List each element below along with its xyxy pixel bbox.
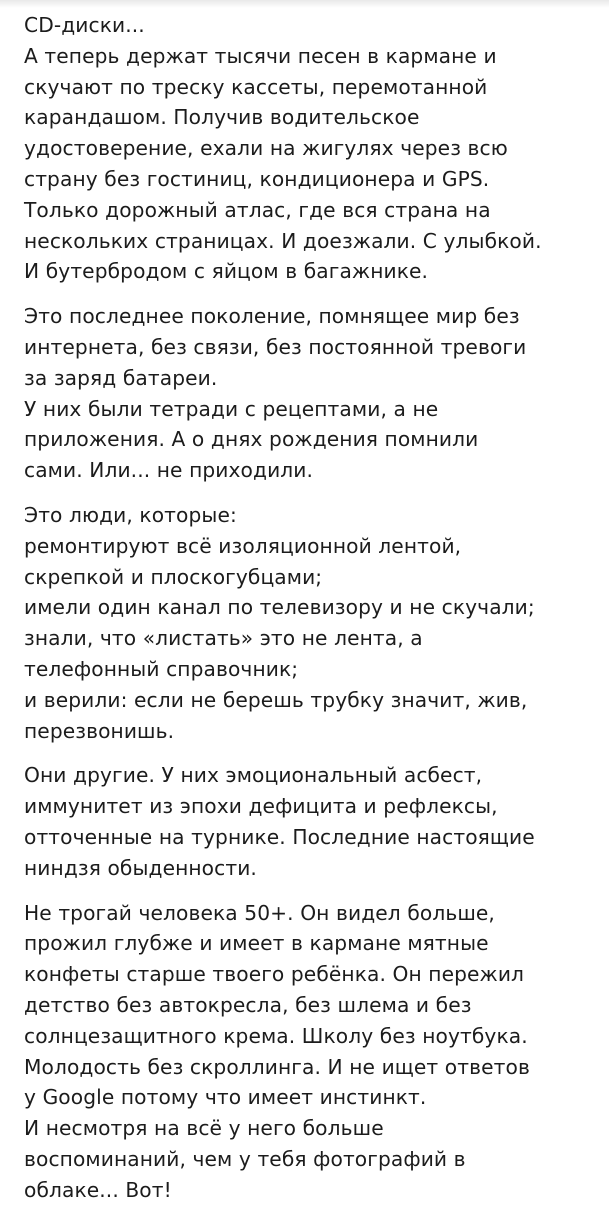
text-line: страну без гостиниц, кондиционера и GPS. [24, 166, 490, 191]
text-line: Это последнее поколение, помнящее мир без [24, 304, 520, 329]
text-line: перезвонишь. [24, 718, 175, 743]
text-line: имели один канал по телевизору и не скучали; [24, 595, 535, 620]
text-paragraph [24, 500, 606, 746]
text-line: отточенные на турнике. Последние настоящие [24, 824, 535, 849]
text-line: удостоверение, ехали на жигулях через всю [24, 136, 508, 161]
text-line: Молодость без скроллинга. И не ищет ответов [24, 1054, 530, 1079]
text-line: телефонный справочник; [24, 656, 299, 681]
text-line: А теперь держат тысячи песен в кармане и [24, 43, 497, 68]
text-line: скрепкой и плоскогубцами; [24, 564, 323, 589]
text-line: сами. Или... не приходили. [24, 458, 314, 483]
text-line: ниндзя обыденности. [24, 855, 257, 880]
text-line: солнцезащитного крема. Школу без ноутбука. [24, 1023, 528, 1048]
text-line: CD-диски... [24, 13, 145, 37]
text-line: Только дорожный атлас, где вся страна на [24, 197, 491, 222]
text-line: воспоминаний, чем у тебя фотографий в [24, 1146, 466, 1171]
text-line: прожил глубже и имеет в кармане мятные [24, 931, 489, 956]
text-line: за заряд батареи. [24, 365, 218, 390]
text-line: ремонтируют всё изоляционной лентой, [24, 533, 462, 558]
text-line: нескольких страницах. И доезжали. С улыбкой. [24, 228, 542, 253]
text-paragraph [24, 10, 606, 287]
text-line: У них были тетради с рецептами, а не [24, 396, 439, 421]
text-line: скучают по треску кассеты, перемотанной [24, 74, 488, 99]
text-line: приложения. А о днях рождения помнили [24, 427, 479, 452]
text-paragraph [24, 760, 606, 883]
top-edge-shadow [0, 0, 609, 8]
text-line: И несмотря на всё у него больше [24, 1116, 384, 1141]
text-line: детство без автокресла, без шлема и без [24, 992, 472, 1017]
text-line: Не трогай человека 50+. Он видел больше, [24, 900, 495, 925]
article-text [24, 10, 606, 1219]
text-line: интернета, без связи, без постоянной тревоги [24, 334, 527, 359]
text-paragraph [24, 898, 606, 1206]
text-line: Это люди, которые: [24, 502, 237, 527]
text-line: карандашом. Получив водительское [24, 105, 420, 130]
text-line: и верили: если не берешь трубку значит, жив, [24, 687, 528, 712]
text-paragraph [24, 301, 606, 486]
text-line: облаке... Вот! [24, 1177, 172, 1202]
text-line: у Google потому что имеет инстинкт. [24, 1085, 427, 1110]
text-line: конфеты старше твоего ребёнка. Он пережил [24, 962, 525, 987]
text-line: иммунитет из эпохи дефицита и рефлексы, [24, 794, 498, 819]
text-line: И бутербродом с яйцом в багажнике. [24, 259, 429, 284]
text-line: знали, что «листать» это не лента, а [24, 626, 423, 651]
text-line: Они другие. У них эмоциональный асбест, [24, 763, 483, 788]
